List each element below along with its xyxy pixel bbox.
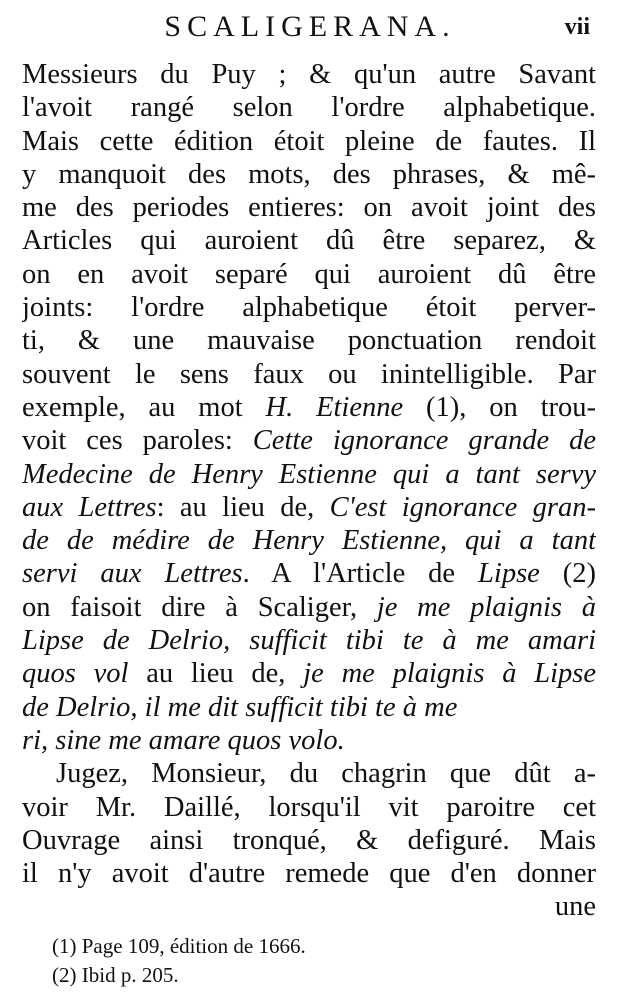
body-text (22, 58, 596, 924)
text-line (22, 91, 596, 124)
running-head (0, 10, 620, 50)
footnote (52, 932, 592, 961)
italic-segment: Lipse de Delrio, sufficit tibi te à me amari (22, 625, 596, 657)
text-line (22, 158, 596, 191)
text-line (22, 424, 596, 457)
italic-segment: de Delrio, il me dit sufficit tibi te à me (22, 691, 458, 723)
italic-segment: je me plaignis à Lipse (303, 658, 596, 690)
text-line (22, 557, 596, 590)
italic-segment: C'est ignorance gran- (329, 491, 596, 523)
footnote (52, 961, 592, 990)
text-segment: me des periodes entieres: on avoit joint des (22, 192, 596, 224)
italic-segment: je me plaignis à (376, 591, 596, 623)
italic-segment: Lipse (478, 558, 540, 590)
text-line (22, 757, 596, 790)
text-line (22, 291, 596, 324)
text-segment: exemple, au mot (22, 391, 266, 423)
italic-segment: quos vol (22, 658, 129, 690)
footnotes (52, 932, 592, 990)
text-line (22, 691, 596, 724)
italic-segment: servi aux Lettres (22, 558, 243, 590)
footnote-text: Page 109, édition de 1666. (81, 934, 306, 958)
text-line (22, 724, 596, 757)
text-line (22, 458, 596, 491)
text-segment: voit ces paroles: (22, 425, 253, 457)
text-segment: ti, & une mauvaise ponctuation rendoit (22, 325, 596, 357)
text-segment: Mais cette édition étoit pleine de fautes. Il (22, 125, 596, 157)
text-segment: au lieu de, (128, 658, 304, 690)
text-segment: . A l'Article de (242, 558, 479, 590)
text-segment: Articles qui auroient dû être separez, & (22, 225, 596, 257)
text-line (22, 125, 596, 158)
text-segment: il n'y avoit d'autre remede que d'en donner (22, 858, 596, 890)
text-line (22, 824, 596, 857)
text-segment: on en avoit separé qui auroient dû être (22, 258, 596, 290)
italic-segment: H. Etienne (265, 391, 404, 423)
italic-segment: ri, sine me amare quos volo. (22, 724, 345, 756)
text-segment: Ouvrage ainsi tronqué, & defiguré. Mais (22, 824, 596, 856)
text-line (22, 391, 596, 424)
text-segment: joints: l'ordre alphabetique étoit perver- (22, 292, 596, 324)
footnote-text: Ibid p. 205. (81, 963, 179, 987)
text-line (22, 224, 596, 257)
text-segment: : au lieu de, (156, 491, 330, 523)
running-title: SCALIGERANA. (164, 10, 456, 43)
text-segment: (1), on trou- (403, 391, 596, 423)
text-segment: voir Mr. Daillé, lorsqu'il vit paroitre cet (22, 791, 596, 823)
italic-segment: de de médire de Henry Estienne, qui a tant (22, 525, 596, 557)
text-line (22, 358, 596, 391)
text-line (22, 657, 596, 690)
italic-segment: Cette ignorance grande de (252, 425, 596, 457)
text-line (22, 857, 596, 890)
italic-segment: aux Lettres (22, 491, 157, 523)
text-segment: Messieurs du Puy ; & qu'un autre Savant (22, 59, 596, 90)
text-segment: Jugez, Monsieur, du chagrin que dût a- (56, 758, 596, 790)
footnote-mark: (2) (52, 963, 77, 987)
text-segment: l'avoit rangé selon l'ordre alphabetique. (22, 92, 596, 124)
text-segment: une (554, 891, 596, 923)
text-line (22, 324, 596, 357)
text-segment: souvent le sens faux ou inintelligible. Par (22, 358, 596, 390)
text-line (22, 624, 596, 657)
footnote-mark: (1) (52, 934, 77, 958)
text-line (22, 791, 596, 824)
text-line (22, 491, 596, 524)
text-line (22, 258, 596, 291)
text-segment: on faisoit dire à Scaliger, (22, 591, 377, 623)
italic-segment: Medecine de Henry Estienne qui a tant servy (22, 458, 596, 490)
text-line (22, 191, 596, 224)
text-line (22, 58, 596, 91)
text-segment: y manquoit des mots, des phrases, & mê- (22, 158, 596, 190)
page-number: vii (564, 14, 590, 40)
text-segment: (2) (539, 558, 596, 590)
text-line (22, 591, 596, 624)
text-line (22, 524, 596, 557)
text-line (22, 890, 596, 923)
